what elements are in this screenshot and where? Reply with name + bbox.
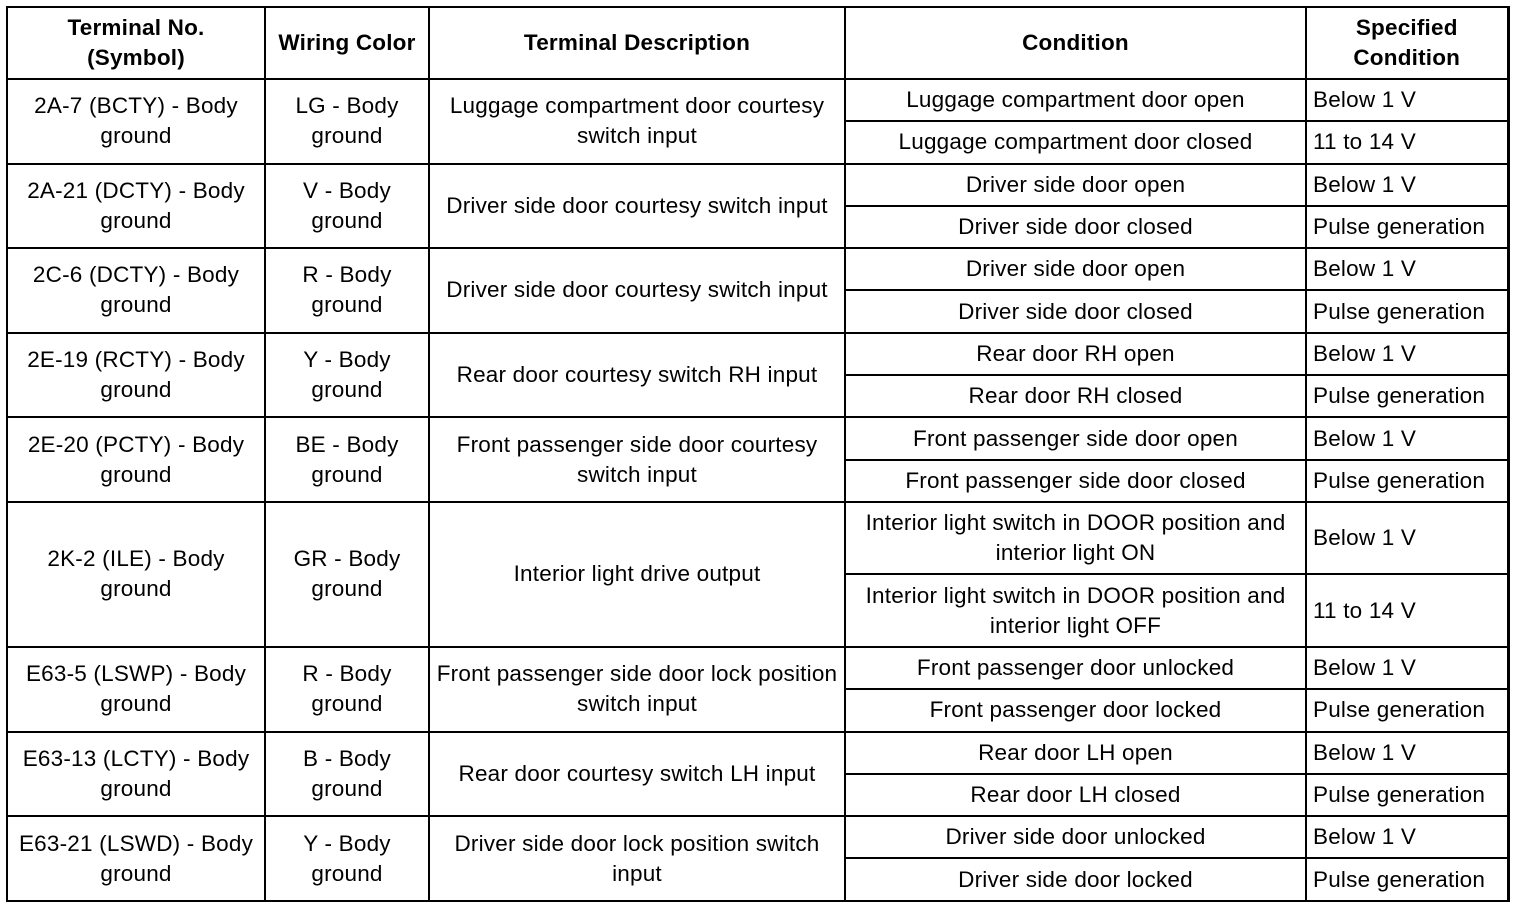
specified-condition-cell: Pulse generation (1306, 689, 1508, 731)
specified-condition-cell: 11 to 14 V (1306, 121, 1508, 163)
specified-condition-cell: Below 1 V (1306, 816, 1508, 858)
specified-condition-cell: Below 1 V (1306, 647, 1508, 689)
condition-cell: Rear door RH open (845, 333, 1306, 375)
table-row (7, 164, 1508, 206)
condition-cell: Front passenger door unlocked (845, 647, 1306, 689)
terminal-cell: 2E-19 (RCTY) - Body ground (7, 333, 265, 418)
condition-cell: Driver side door open (845, 164, 1306, 206)
wiring-color-cell: GR - Body ground (265, 502, 429, 647)
header-wiring (265, 7, 429, 79)
condition-cell: Driver side door unlocked (845, 816, 1306, 858)
table-row (7, 417, 1508, 459)
specified-condition-cell: Pulse generation (1306, 375, 1508, 417)
wiring-color-cell: R - Body ground (265, 647, 429, 732)
terminal-cell: E63-13 (LCTY) - Body ground (7, 732, 265, 817)
description-cell: Front passenger side door courtesy switch input (429, 417, 845, 502)
specified-condition-cell: Below 1 V (1306, 502, 1508, 575)
specified-condition-cell: Below 1 V (1306, 79, 1508, 121)
table-row (7, 333, 1508, 375)
description-cell: Rear door courtesy switch RH input (429, 333, 845, 418)
description-cell: Rear door courtesy switch LH input (429, 732, 845, 817)
specified-condition-cell: Pulse generation (1306, 290, 1508, 332)
condition-cell: Front passenger door locked (845, 689, 1306, 731)
condition-cell: Front passenger side door closed (845, 460, 1306, 502)
table-row (7, 502, 1508, 575)
description-cell: Driver side door lock position switch input (429, 816, 845, 901)
specified-condition-cell: 11 to 14 V (1306, 574, 1508, 647)
terminal-cell: 2E-20 (PCTY) - Body ground (7, 417, 265, 502)
condition-cell: Driver side door closed (845, 290, 1306, 332)
description-cell: Interior light drive output (429, 502, 845, 647)
header-terminal-label: Terminal No. (Symbol) (67, 15, 205, 70)
condition-cell: Luggage compartment door closed (845, 121, 1306, 163)
description-cell: Front passenger side door lock position switch input (429, 647, 845, 732)
terminal-cell: 2A-7 (BCTY) - Body ground (7, 79, 265, 164)
header-description (429, 7, 845, 79)
condition-cell: Rear door RH closed (845, 375, 1306, 417)
condition-cell: Rear door LH open (845, 732, 1306, 774)
condition-cell: Driver side door closed (845, 206, 1306, 248)
header-wiring-label: Wiring Color (278, 30, 416, 55)
wiring-color-cell: B - Body ground (265, 732, 429, 817)
specified-condition-cell: Pulse generation (1306, 206, 1508, 248)
terminal-spec-table (6, 6, 1510, 902)
header-specified-label: Specified Condition (1353, 15, 1461, 70)
terminal-cell: E63-5 (LSWP) - Body ground (7, 647, 265, 732)
specified-condition-cell: Pulse generation (1306, 858, 1508, 901)
header-terminal (7, 7, 265, 79)
wiring-color-cell: V - Body ground (265, 164, 429, 249)
condition-cell: Interior light switch in DOOR position and interior light OFF (845, 574, 1306, 647)
condition-cell: Driver side door open (845, 248, 1306, 290)
condition-cell: Rear door LH closed (845, 774, 1306, 816)
header-condition (845, 7, 1306, 79)
condition-cell: Luggage compartment door open (845, 79, 1306, 121)
specified-condition-cell: Below 1 V (1306, 333, 1508, 375)
header-specified (1306, 7, 1508, 79)
header-condition-label: Condition (1022, 30, 1129, 55)
condition-cell: Interior light switch in DOOR position and interior light ON (845, 502, 1306, 575)
table-row (7, 79, 1508, 121)
header-description-label: Terminal Description (523, 30, 751, 55)
specified-condition-cell: Below 1 V (1306, 164, 1508, 206)
table-row (7, 647, 1508, 689)
specified-condition-cell: Below 1 V (1306, 248, 1508, 290)
description-cell: Driver side door courtesy switch input (429, 164, 845, 249)
table-row (7, 732, 1508, 774)
specified-condition-cell: Pulse generation (1306, 460, 1508, 502)
terminal-cell: 2A-21 (DCTY) - Body ground (7, 164, 265, 249)
description-cell: Luggage compartment door courtesy switch input (429, 79, 845, 164)
specified-condition-cell: Below 1 V (1306, 732, 1508, 774)
description-cell: Driver side door courtesy switch input (429, 248, 845, 333)
wiring-color-cell: R - Body ground (265, 248, 429, 333)
terminal-cell: 2K-2 (ILE) - Body ground (7, 502, 265, 647)
condition-cell: Driver side door locked (845, 858, 1306, 901)
specified-condition-cell: Below 1 V (1306, 417, 1508, 459)
wiring-color-cell: LG - Body ground (265, 79, 429, 164)
specified-condition-cell: Pulse generation (1306, 774, 1508, 816)
table-body (7, 79, 1508, 901)
table-row (7, 816, 1508, 858)
wiring-color-cell: Y - Body ground (265, 816, 429, 901)
terminal-cell: E63-21 (LSWD) - Body ground (7, 816, 265, 901)
terminal-cell: 2C-6 (DCTY) - Body ground (7, 248, 265, 333)
wiring-color-cell: BE - Body ground (265, 417, 429, 502)
wiring-color-cell: Y - Body ground (265, 333, 429, 418)
header-row (7, 7, 1508, 79)
table-row (7, 248, 1508, 290)
condition-cell: Front passenger side door open (845, 417, 1306, 459)
